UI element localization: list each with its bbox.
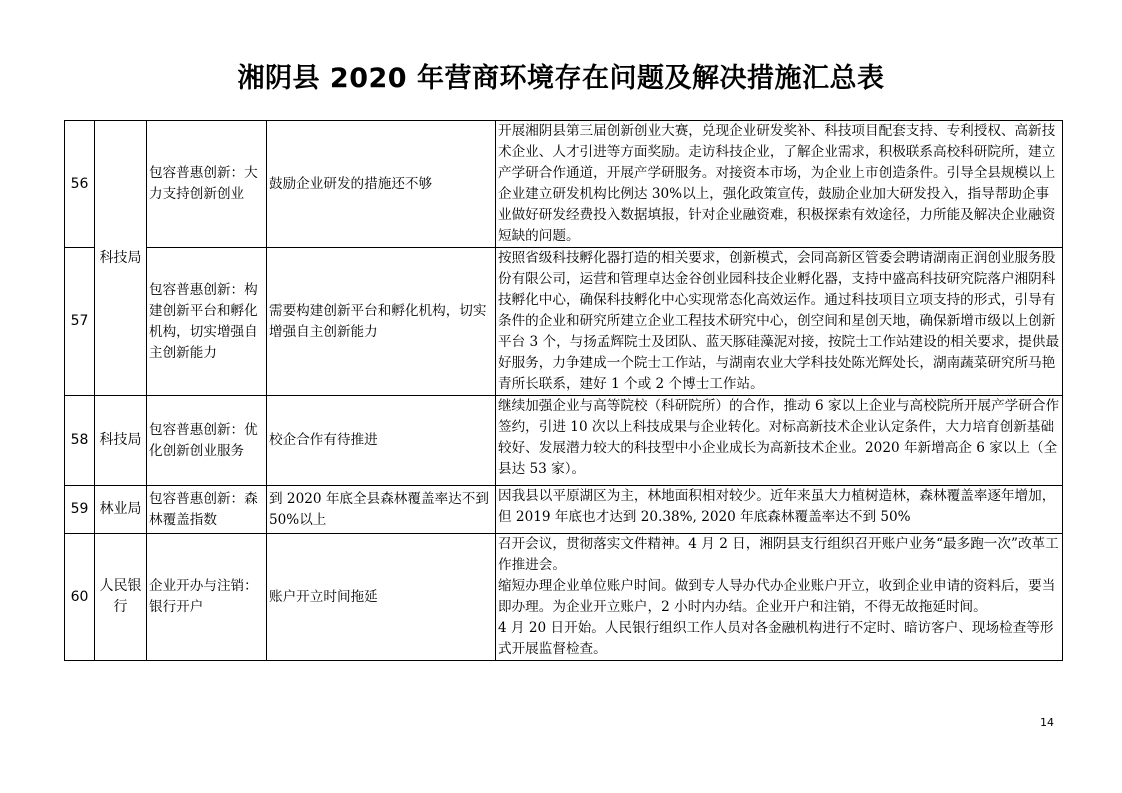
page-title: 湘阴县 2020 年营商环境存在问题及解决措施汇总表 xyxy=(237,63,885,94)
row-number: 59 xyxy=(65,486,95,534)
measure-line: 继续加强企业与高等院校（科研院所）的合作，推动 6 家以上企业与高校院所开展产学研合作签约，引进 10 次以上科技成果与企业转化。对标高新技术企业认定条件，大力培育创新基础较好、发展潜力较大的科技型中小企业成长为高新技术企业。2020 年新增高企 6 家以上（全县达 53 家）。 xyxy=(498,398,1060,477)
table-row xyxy=(65,248,1063,396)
measure-line: 召开会议，贯彻落实文件精神。4 月 2 日，湘阴县支行组织召开账户业务“最多跑一次”改革工作推进会。 xyxy=(498,536,1059,573)
measure-cell xyxy=(496,486,1063,534)
table-row xyxy=(65,486,1063,534)
table-row xyxy=(65,534,1063,661)
measure-cell xyxy=(496,396,1063,486)
summary-table xyxy=(64,120,1063,661)
category-cell: 包容普惠创新：森林覆盖指数 xyxy=(147,486,267,534)
category-cell: 包容普惠创新：大力支持创新创业 xyxy=(147,121,267,248)
row-number: 58 xyxy=(65,396,95,486)
row-number: 56 xyxy=(65,121,95,248)
measure-line: 4 月 20 日开始。人民银行组织工作人员对各金融机构进行不定时、暗访客户、现场检查等形式开展监督检查。 xyxy=(498,620,1054,657)
problem-cell: 到 2020 年底全县森林覆盖率达不到 50%以上 xyxy=(267,486,496,534)
page-number: 14 xyxy=(1040,716,1054,729)
table-row xyxy=(65,396,1063,486)
measure-cell xyxy=(496,534,1063,661)
problem-cell: 账户开立时间拖延 xyxy=(267,534,496,661)
table-row xyxy=(65,121,1063,248)
row-number: 60 xyxy=(65,534,95,661)
measure-line: 缩短办理企业单位账户时间。做到专人导办代办企业账户开立，收到企业申请的资料后，要当即办理。为企业开立账户，2 小时内办结。企业开户和注销，不得无故拖延时间。 xyxy=(498,578,1056,615)
department-cell: 人民银行 xyxy=(95,534,147,661)
category-cell: 包容普惠创新：优化创新创业服务 xyxy=(147,396,267,486)
department-cell: 科技局 xyxy=(95,121,147,396)
measure-line: 因我县以平原湖区为主，林地面积相对较少。近年来虽大力植树造林，森林覆盖率逐年增加，但 2019 年底也才达到 20.38%, 2020 年底森林覆盖率达不到 50% xyxy=(498,488,1056,525)
problem-cell: 需要构建创新平台和孵化机构，切实增强自主创新能力 xyxy=(267,248,496,396)
category-cell: 包容普惠创新：构建创新平台和孵化机构，切实增强自主创新能力 xyxy=(147,248,267,396)
department-cell: 科技局 xyxy=(95,396,147,486)
measure-line: 开展湘阴县第三届创新创业大赛，兑现企业研发奖补、科技项目配套支持、专利授权、高新技术企业、人才引进等方面奖励。走访科技企业，了解企业需求，积极联系高校科研院所，建立产学研合作通道，开展产学研服务。对接资本市场，为企业上市创造条件。引导全县规模以上企业建立研发机构比例达 30%以上，强化政策宣传，鼓励企业加大研发投入，指导帮助企事业做好研发经费投入数据填报，针对企业融资难，积极探索有效途径，力所能及解决企业融资短缺的问题。 xyxy=(498,123,1056,244)
measure-cell xyxy=(496,248,1063,396)
row-number: 57 xyxy=(65,248,95,396)
problem-cell: 鼓励企业研发的措施还不够 xyxy=(267,121,496,248)
measure-cell xyxy=(496,121,1063,248)
problem-cell: 校企合作有待推进 xyxy=(267,396,496,486)
category-cell: 企业开办与注销：银行开户 xyxy=(147,534,267,661)
measure-line: 按照省级科技孵化器打造的相关要求，创新模式，会同高新区管委会聘请湖南正润创业服务股份有限公司，运营和管理卓达金谷创业园科技企业孵化器，支持中盛高科技研究院落户湘阴科技孵化中心，确保科技孵化中心实现常态化高效运作。通过科技项目立项支持的形式，引导有条件的企业和研究所建立企业工程技术研究中心，创空间和星创天地，确保新增市级以上创新平台 3 个，与扬孟辉院士及团队、蓝天豚硅藻泥对接，按院士工作站建设的相关要求，提供最好服务，力争建成一个院士工作站，与湖南农业大学科技处陈光辉处长，湖南蔬菜研究所马艳青所长联系，建好 1 个或 2 个博士工作站。 xyxy=(498,250,1060,392)
department-cell: 林业局 xyxy=(95,486,147,534)
